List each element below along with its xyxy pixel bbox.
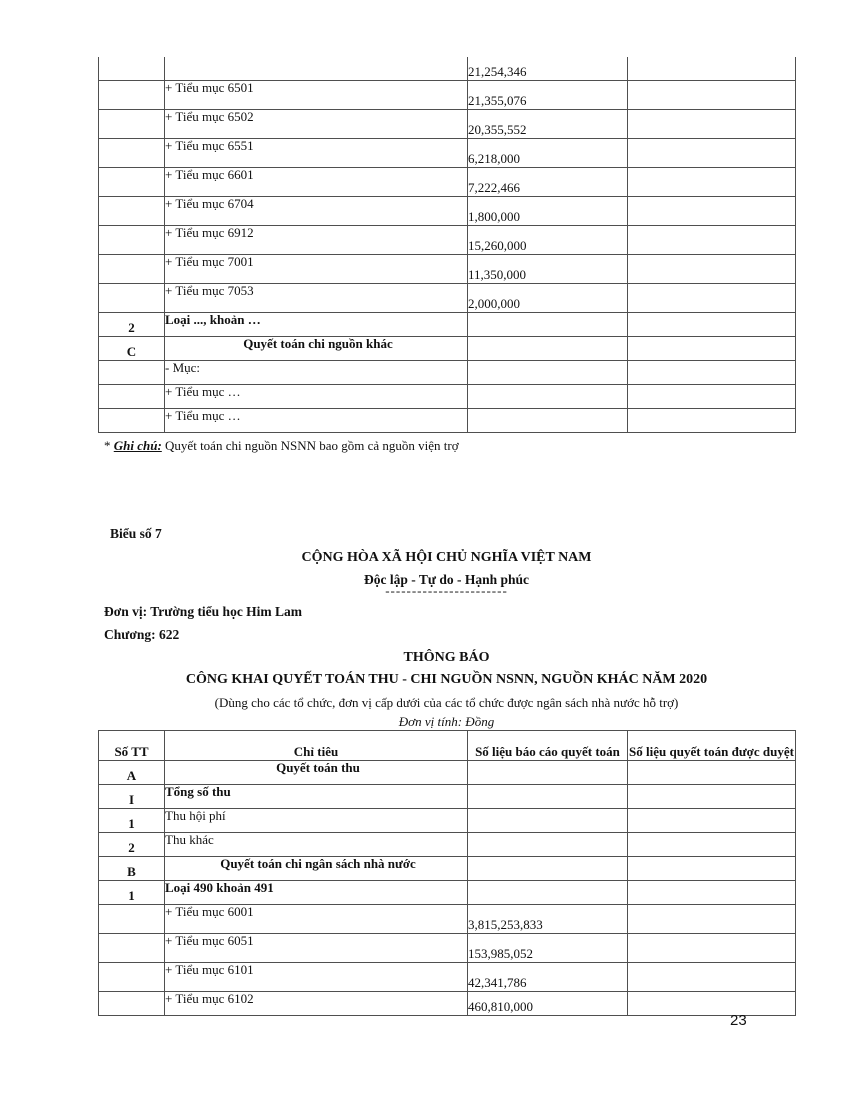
table-row <box>99 57 796 81</box>
approved-value-cell <box>628 81 796 110</box>
stt-cell <box>99 110 165 139</box>
stt-cell: 1 <box>99 809 165 833</box>
announcement-subtitle: CÔNG KHAI QUYẾT TOÁN THU - CHI NGUỒN NSNN, NGUỒN KHÁC NĂM 2020 <box>185 672 708 687</box>
stt-cell <box>99 255 165 284</box>
header-approved: Số liệu quyết toán được duyệt <box>628 731 796 761</box>
reported-value-cell: 21,254,346 <box>468 57 628 81</box>
indicator-cell: + Tiểu mục 6101 <box>165 963 468 992</box>
stt-cell <box>99 197 165 226</box>
approved-value-cell <box>628 992 796 1016</box>
table-row <box>99 761 796 785</box>
indicator-cell: + Tiểu mục 6912 <box>165 226 468 255</box>
indicator-cell: + Tiểu mục 6601 <box>165 168 468 197</box>
indicator-cell: + Tiểu mục 6704 <box>165 197 468 226</box>
reported-value-cell: 153,985,052 <box>468 934 628 963</box>
table-row <box>99 81 796 110</box>
table-row <box>99 361 796 385</box>
table-header-row <box>99 731 796 761</box>
indicator-cell: + Tiểu mục 6102 <box>165 992 468 1016</box>
indicator-cell: + Tiểu mục 6502 <box>165 110 468 139</box>
footnote-text: Quyết toán chi nguồn NSNN bao gồm cả nguồn viện trợ <box>161 438 459 453</box>
indicator-cell: Quyết toán chi nguồn khác <box>165 337 468 361</box>
table-row <box>99 385 796 409</box>
stt-cell: 2 <box>99 313 165 337</box>
approved-value-cell <box>628 313 796 337</box>
approved-value-cell <box>628 934 796 963</box>
approved-value-cell <box>628 761 796 785</box>
footnote-label: Ghi chú: <box>113 438 162 453</box>
indicator-cell: Thu khác <box>165 833 468 857</box>
table-row <box>99 313 796 337</box>
approved-value-cell <box>628 905 796 934</box>
stt-cell: B <box>99 857 165 881</box>
stt-cell <box>99 168 165 197</box>
indicator-cell <box>165 57 468 81</box>
reported-value-cell <box>468 313 628 337</box>
stt-cell <box>99 226 165 255</box>
table-row <box>99 833 796 857</box>
stt-cell: C <box>99 337 165 361</box>
table-row <box>99 809 796 833</box>
indicator-cell: + Tiểu mục 6501 <box>165 81 468 110</box>
table-row <box>99 110 796 139</box>
footnote <box>104 438 459 454</box>
indicator-cell: - Mục: <box>165 361 468 385</box>
indicator-cell: Loại ..., khoản … <box>165 313 468 337</box>
reported-value-cell <box>468 833 628 857</box>
table-row <box>99 905 796 934</box>
reported-value-cell <box>468 361 628 385</box>
announcement-title: THÔNG BÁO <box>403 650 490 665</box>
reported-value-cell: 21,355,076 <box>468 81 628 110</box>
indicator-cell: + Tiểu mục 6001 <box>165 905 468 934</box>
approved-value-cell <box>628 255 796 284</box>
table-row <box>99 881 796 905</box>
reported-value-cell <box>468 785 628 809</box>
stt-cell <box>99 905 165 934</box>
table-row <box>99 409 796 433</box>
indicator-cell: + Tiểu mục 6551 <box>165 139 468 168</box>
approved-value-cell <box>628 226 796 255</box>
table-row <box>99 992 796 1016</box>
reported-value-cell: 6,218,000 <box>468 139 628 168</box>
indicator-cell: Tổng số thu <box>165 785 468 809</box>
reported-value-cell <box>468 761 628 785</box>
indicator-cell: Quyết toán thu <box>165 761 468 785</box>
stt-cell <box>99 81 165 110</box>
indicator-cell: Loại 490 khoản 491 <box>165 881 468 905</box>
reported-value-cell: 11,350,000 <box>468 255 628 284</box>
header-stt: Số TT <box>99 731 165 761</box>
org-unit: Đơn vị: Trường tiểu học Him Lam <box>104 604 303 619</box>
reported-value-cell: 2,000,000 <box>468 284 628 313</box>
reported-value-cell: 7,222,466 <box>468 168 628 197</box>
approved-value-cell <box>628 409 796 433</box>
approved-value-cell <box>628 809 796 833</box>
indicator-cell: + Tiểu mục … <box>165 385 468 409</box>
indicator-cell: Thu hội phí <box>165 809 468 833</box>
indicator-cell: Quyết toán chi ngân sách nhà nước <box>165 857 468 881</box>
reported-value-cell: 42,341,786 <box>468 963 628 992</box>
stt-cell: I <box>99 785 165 809</box>
approved-value-cell <box>628 110 796 139</box>
approved-value-cell <box>628 57 796 81</box>
approved-value-cell <box>628 857 796 881</box>
continued-expense-table <box>98 57 796 433</box>
page-number: 23 <box>730 1012 747 1029</box>
disclosure-table <box>98 730 796 1016</box>
national-motto-line2: Độc lập - Tự do - Hạnh phúc <box>363 572 530 587</box>
currency-unit-note: Đơn vị tính: Đồng <box>398 714 495 729</box>
table-row <box>99 226 796 255</box>
approved-value-cell <box>628 833 796 857</box>
reported-value-cell <box>468 337 628 361</box>
table-row <box>99 255 796 284</box>
stt-cell: 2 <box>99 833 165 857</box>
table-row <box>99 337 796 361</box>
approved-value-cell <box>628 963 796 992</box>
approved-value-cell <box>628 785 796 809</box>
header-reported: Số liệu báo cáo quyết toán <box>468 731 628 761</box>
stt-cell <box>99 139 165 168</box>
indicator-cell: + Tiểu mục … <box>165 409 468 433</box>
reported-value-cell: 1,800,000 <box>468 197 628 226</box>
approved-value-cell <box>628 168 796 197</box>
table-row <box>99 785 796 809</box>
approved-value-cell <box>628 284 796 313</box>
indicator-cell: + Tiểu mục 7001 <box>165 255 468 284</box>
header-indicator: Chỉ tiêu <box>165 731 468 761</box>
table-row <box>99 857 796 881</box>
form-number: Biểu số 7 <box>110 526 162 541</box>
indicator-cell: + Tiểu mục 6051 <box>165 934 468 963</box>
table-row <box>99 197 796 226</box>
reported-value-cell <box>468 857 628 881</box>
reported-value-cell: 460,810,000 <box>468 992 628 1016</box>
stt-cell: 1 <box>99 881 165 905</box>
stt-cell <box>99 57 165 81</box>
stt-cell <box>99 409 165 433</box>
approved-value-cell <box>628 881 796 905</box>
national-motto-line1: CỘNG HÒA XÃ HỘI CHỦ NGHĨA VIỆT NAM <box>301 550 592 565</box>
stt-cell <box>99 284 165 313</box>
reported-value-cell <box>468 385 628 409</box>
footnote-star: * <box>104 438 114 453</box>
indicator-cell: + Tiểu mục 7053 <box>165 284 468 313</box>
approved-value-cell <box>628 197 796 226</box>
approved-value-cell <box>628 337 796 361</box>
stt-cell: A <box>99 761 165 785</box>
stt-cell <box>99 385 165 409</box>
table-row <box>99 963 796 992</box>
approved-value-cell <box>628 385 796 409</box>
table-row <box>99 139 796 168</box>
reported-value-cell <box>468 809 628 833</box>
motto-divider: ----------------------- <box>385 583 508 598</box>
approved-value-cell <box>628 139 796 168</box>
announcement-scope: (Dùng cho các tổ chức, đơn vị cấp dưới của các tổ chức được ngân sách nhà nước hỗ trợ) <box>214 695 679 710</box>
table-row <box>99 934 796 963</box>
reported-value-cell <box>468 881 628 905</box>
reported-value-cell <box>468 409 628 433</box>
org-chapter: Chương: 622 <box>104 627 180 642</box>
table-row <box>99 168 796 197</box>
stt-cell <box>99 361 165 385</box>
reported-value-cell: 15,260,000 <box>468 226 628 255</box>
stt-cell <box>99 934 165 963</box>
approved-value-cell <box>628 361 796 385</box>
reported-value-cell: 3,815,253,833 <box>468 905 628 934</box>
stt-cell <box>99 992 165 1016</box>
stt-cell <box>99 963 165 992</box>
reported-value-cell: 20,355,552 <box>468 110 628 139</box>
table-row <box>99 284 796 313</box>
